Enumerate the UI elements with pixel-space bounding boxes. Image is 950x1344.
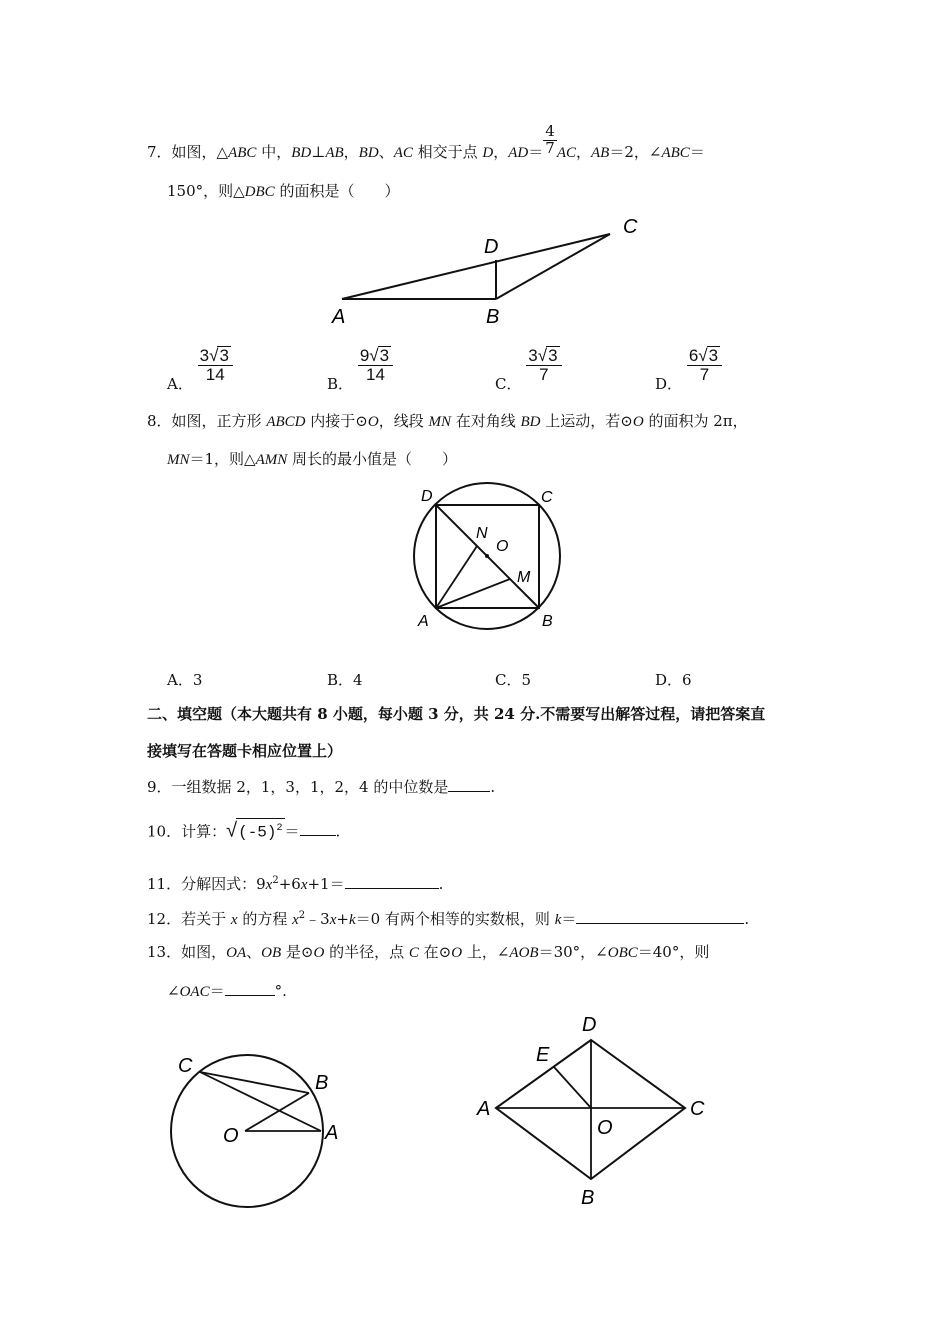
q9: 9．一组数据 2，1，3，1，2，4 的中位数是 .: [147, 778, 496, 796]
q8-option-b[interactable]: B．4: [327, 671, 363, 689]
svg-text:C: C: [541, 489, 553, 506]
q11-answer-blank[interactable]: [345, 874, 439, 889]
q7-line1: 7．如图，△ABC 中，BD⊥AB，BD、AC 相交于点 D，AD＝ $\frac{4}{7}$ AC，AB＝2，∠ABC＝: [147, 121, 705, 161]
center-O-dot: [485, 554, 489, 558]
label-C: C: [623, 216, 638, 238]
q8-option-a[interactable]: A．3: [167, 671, 203, 689]
q7-triangle-figure: [330, 210, 650, 335]
svg-text:E: E: [536, 1044, 550, 1066]
segment-BC: [496, 234, 610, 299]
svg-text:B: B: [542, 613, 553, 630]
q8-option-d[interactable]: D．6: [655, 671, 692, 689]
svg-text:D: D: [582, 1014, 597, 1036]
label-D: D: [484, 236, 499, 258]
q10-answer-blank[interactable]: [300, 821, 336, 836]
q8-circle-square-figure: [405, 480, 575, 630]
rhombus-figure: [470, 1010, 720, 1210]
svg-text:M: M: [517, 569, 531, 586]
q8-line2: MN＝1，则△AMN 周长的最小值是（ ）: [167, 450, 458, 468]
segment-AN: [436, 546, 477, 608]
svg-text:A: A: [418, 613, 429, 630]
q12-answer-blank[interactable]: [576, 909, 744, 924]
segment-AM: [436, 579, 510, 608]
label-A: A: [332, 306, 346, 328]
svg-text:B: B: [315, 1072, 329, 1094]
svg-text:O: O: [496, 538, 509, 555]
segment-CB: [200, 1072, 309, 1093]
label-B: B: [486, 306, 500, 328]
svg-text:A: A: [325, 1122, 339, 1144]
q11: 11．分解因式：$9x^2+6x+1=$ .: [147, 875, 444, 893]
q12: 12．若关于 x 的方程 $x^2﹣3x+k=0$ 有两个相等的实数根，则 k＝ .: [147, 910, 750, 928]
svg-text:N: N: [476, 525, 488, 542]
q8-line1: 8．如图，正方形 ABCD 内接于⊙O，线段 MN 在对角线 BD 上运动，若⊙O 的面积为 2π，: [147, 412, 748, 430]
q13-line2: ∠OAC＝ °.: [167, 982, 287, 1000]
section2-heading-line2: 接填写在答题卡相应位置上）: [147, 742, 343, 760]
q7-option-b[interactable]: B． $\frac{9√3}{14}$: [327, 346, 393, 394]
q13-circle-figure: [160, 1045, 360, 1220]
q7-option-a[interactable]: A． $\frac{3√3}{14}$: [167, 346, 233, 394]
q7-option-d[interactable]: D． $\frac{6√3}{7}$: [655, 346, 722, 394]
svg-text:A: A: [477, 1098, 491, 1120]
segment-AC: [342, 234, 610, 299]
q7-option-c[interactable]: C． $\frac{3√3}{7}$: [495, 346, 562, 394]
q10: 10．计算：$√(-5)^2$ ＝ .: [147, 819, 341, 842]
svg-text:C: C: [690, 1098, 705, 1120]
q8-option-c[interactable]: C．5: [495, 671, 532, 689]
q13-answer-blank[interactable]: [225, 981, 275, 996]
q13-line1: 13．如图，OA、OB 是⊙O 的半径，点 C 在⊙O 上，∠AOB＝30°，∠OBC＝40°，则: [147, 943, 710, 961]
q9-answer-blank[interactable]: [448, 777, 490, 792]
q7-fraction: $\frac{4}{7}$: [545, 121, 555, 157]
svg-text:O: O: [597, 1117, 613, 1139]
segment-OE: [554, 1067, 591, 1108]
q10-radical: √: [226, 819, 238, 842]
svg-text:D: D: [421, 488, 433, 505]
q7-line2: 150°，则△DBC 的面积是（ ）: [167, 182, 400, 200]
svg-text:B: B: [581, 1187, 595, 1209]
section2-heading-line1: 二、填空题（本大题共有 8 小题，每小题 3 分，共 24 分.不需要写出解答过程，请把答案直: [147, 705, 766, 723]
svg-text:O: O: [223, 1125, 239, 1147]
svg-text:C: C: [178, 1055, 193, 1077]
